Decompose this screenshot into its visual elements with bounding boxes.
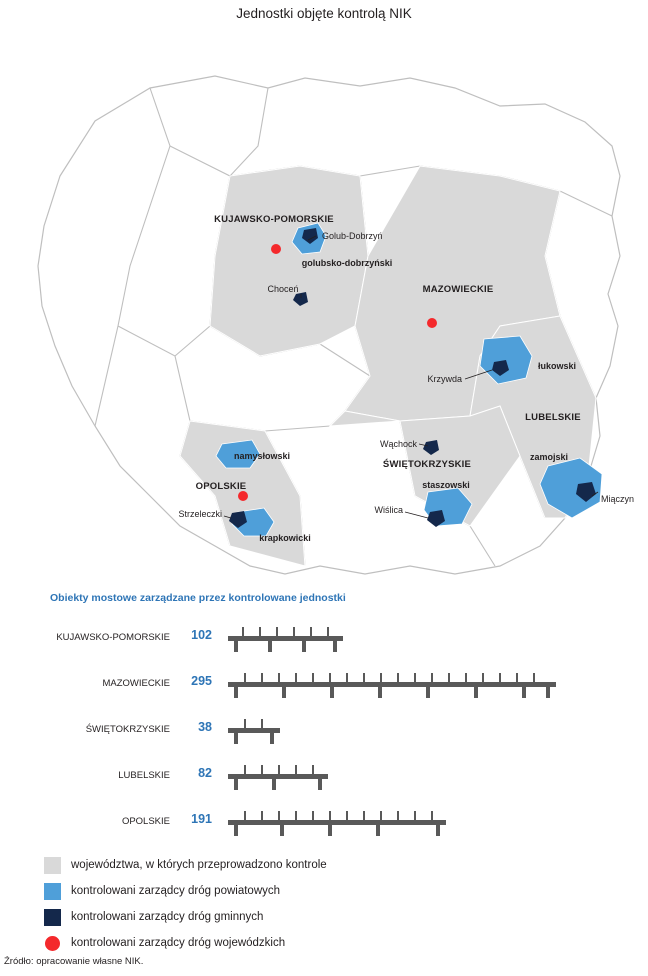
bar-mast bbox=[278, 811, 280, 820]
legend-label: kontrolowani zarządcy dróg wojewódzkich bbox=[71, 937, 286, 949]
bar-mast bbox=[346, 673, 348, 682]
bar-mast bbox=[380, 811, 382, 820]
bar-pier bbox=[376, 825, 380, 836]
bar-mast bbox=[414, 811, 416, 820]
chart-category-label: MAZOWIECKIE bbox=[102, 678, 170, 689]
bar-mast bbox=[327, 627, 329, 636]
chart-row bbox=[0, 808, 648, 838]
bar-pier bbox=[302, 641, 306, 652]
bar-mast bbox=[380, 673, 382, 682]
map-place-label: Wąchock bbox=[379, 439, 417, 449]
bar-mast bbox=[465, 673, 467, 682]
chart-value-label: 102 bbox=[191, 628, 212, 642]
map-place-label: Strzeleczki bbox=[178, 509, 222, 519]
chart-title: Obiekty mostowe zarządzane przez kontrolowane jednostki bbox=[50, 592, 346, 604]
map-powiat-label: krapkowicki bbox=[259, 533, 311, 543]
chart-bar bbox=[228, 670, 556, 700]
poland-map bbox=[0, 26, 648, 586]
map-place-label: Golub-Dobrzyń bbox=[322, 231, 383, 241]
bar-pier bbox=[272, 779, 276, 790]
bar-pier bbox=[268, 641, 272, 652]
legend-item-voivodeship-roads bbox=[44, 930, 604, 956]
bar-mast bbox=[244, 719, 246, 728]
bar-pier bbox=[436, 825, 440, 836]
map-legend bbox=[44, 852, 604, 956]
bar-pier bbox=[328, 825, 332, 836]
map-powiat-label: łukowski bbox=[537, 361, 577, 371]
voivodeship-road-dot bbox=[427, 318, 437, 328]
map-voivodeship-label: KUJAWSKO-POMORSKIE bbox=[214, 214, 334, 225]
bar-mast bbox=[261, 765, 263, 774]
chart-category-label: OPOLSKIE bbox=[121, 816, 170, 827]
bar-mast bbox=[312, 673, 314, 682]
bar-mast bbox=[278, 673, 280, 682]
voivodeship-road-dot bbox=[238, 491, 248, 501]
legend-item-voivodeships bbox=[44, 852, 604, 878]
bar-deck bbox=[228, 636, 343, 641]
map-powiat-label: namysłowski bbox=[233, 451, 291, 461]
bar-pier bbox=[234, 733, 238, 744]
bar-mast bbox=[295, 765, 297, 774]
bar-mast bbox=[312, 811, 314, 820]
bar-pier bbox=[282, 687, 286, 698]
chart-bar bbox=[228, 762, 328, 792]
chart-row bbox=[0, 670, 648, 700]
blue-square-icon bbox=[44, 883, 61, 900]
bar-mast bbox=[414, 673, 416, 682]
chart-row bbox=[0, 762, 648, 792]
legend-item-gmina bbox=[44, 904, 604, 930]
map-powiat-label: golubsko-dobrzyński bbox=[301, 258, 393, 268]
bar-mast bbox=[310, 627, 312, 636]
bar-mast bbox=[261, 811, 263, 820]
bar-deck bbox=[228, 820, 446, 825]
bar-mast bbox=[329, 811, 331, 820]
bar-mast bbox=[244, 673, 246, 682]
bar-pier bbox=[474, 687, 478, 698]
chart-value-label: 191 bbox=[191, 812, 212, 826]
bar-mast bbox=[533, 673, 535, 682]
bar-mast bbox=[363, 811, 365, 820]
bar-mast bbox=[482, 673, 484, 682]
map-voivodeship-label: MAZOWIECKIE bbox=[422, 284, 494, 295]
map-powiat-label: staszowski bbox=[422, 480, 470, 490]
legend-label: kontrolowani zarządcy dróg powiatowych bbox=[71, 885, 281, 897]
bar-deck bbox=[228, 682, 556, 687]
bar-mast bbox=[295, 673, 297, 682]
bar-pier bbox=[318, 779, 322, 790]
chart-value-label: 295 bbox=[191, 674, 212, 688]
bar-pier bbox=[546, 687, 550, 698]
legend-label: kontrolowani zarządcy dróg gminnych bbox=[71, 911, 264, 923]
bar-mast bbox=[276, 627, 278, 636]
bar-mast bbox=[244, 765, 246, 774]
chart-bar bbox=[228, 624, 343, 654]
bar-pier bbox=[234, 641, 238, 652]
map-voivodeship-label: ŚWIĘTOKRZYSKIE bbox=[382, 459, 472, 470]
bar-pier bbox=[234, 687, 238, 698]
bar-deck bbox=[228, 774, 328, 779]
bar-mast bbox=[261, 673, 263, 682]
bar-mast bbox=[346, 811, 348, 820]
bar-mast bbox=[499, 673, 501, 682]
chart-row bbox=[0, 624, 648, 654]
bar-mast bbox=[295, 811, 297, 820]
bar-mast bbox=[244, 811, 246, 820]
bar-pier bbox=[330, 687, 334, 698]
navy-square-icon bbox=[44, 909, 61, 926]
chart-bar bbox=[228, 716, 280, 746]
bar-mast bbox=[397, 811, 399, 820]
map-voivodeship-label: LUBELSKIE bbox=[525, 412, 581, 423]
bar-pier bbox=[234, 825, 238, 836]
bar-mast bbox=[448, 673, 450, 682]
chart-value-label: 38 bbox=[198, 720, 212, 734]
bar-pier bbox=[522, 687, 526, 698]
bar-pier bbox=[280, 825, 284, 836]
map-place-label: Miączyn bbox=[601, 494, 635, 504]
bar-mast bbox=[293, 627, 295, 636]
chart-category-label: LUBELSKIE bbox=[118, 770, 170, 781]
chart-bar bbox=[228, 808, 446, 838]
chart-category-label: ŚWIĘTOKRZYSKIE bbox=[85, 724, 170, 735]
bar-pier bbox=[378, 687, 382, 698]
bar-mast bbox=[312, 765, 314, 774]
bar-mast bbox=[329, 673, 331, 682]
grey-square-icon bbox=[44, 857, 61, 874]
legend-label: województwa, w których przeprowadzono kontrole bbox=[71, 859, 327, 871]
voivodeship-road-dot bbox=[271, 244, 281, 254]
bridge-objects-chart bbox=[0, 592, 648, 852]
bar-mast bbox=[397, 673, 399, 682]
page-title: Jednostki objęte kontrolą NIK bbox=[236, 6, 412, 21]
map-place-label: Wiślica bbox=[374, 505, 403, 515]
bar-mast bbox=[242, 627, 244, 636]
bar-pier bbox=[270, 733, 274, 744]
bar-mast bbox=[259, 627, 261, 636]
bar-mast bbox=[261, 719, 263, 728]
chart-category-label: KUJAWSKO-POMORSKIE bbox=[56, 632, 170, 643]
legend-item-powiat bbox=[44, 878, 604, 904]
bar-mast bbox=[363, 673, 365, 682]
map-place-label: Choceń bbox=[267, 284, 299, 294]
map-voivodeship-label: OPOLSKIE bbox=[195, 481, 247, 492]
chart-row bbox=[0, 716, 648, 746]
map-powiat-label: zamojski bbox=[529, 452, 569, 462]
bar-pier bbox=[426, 687, 430, 698]
bar-mast bbox=[278, 765, 280, 774]
source-note: Źródło: opracowanie własne NIK. bbox=[4, 956, 144, 967]
bar-mast bbox=[431, 811, 433, 820]
map-place-label: Krzywda bbox=[427, 374, 462, 384]
bar-mast bbox=[516, 673, 518, 682]
bar-mast bbox=[431, 673, 433, 682]
bar-pier bbox=[333, 641, 337, 652]
bar-pier bbox=[234, 779, 238, 790]
chart-value-label: 82 bbox=[198, 766, 212, 780]
red-circle-icon bbox=[45, 936, 60, 951]
